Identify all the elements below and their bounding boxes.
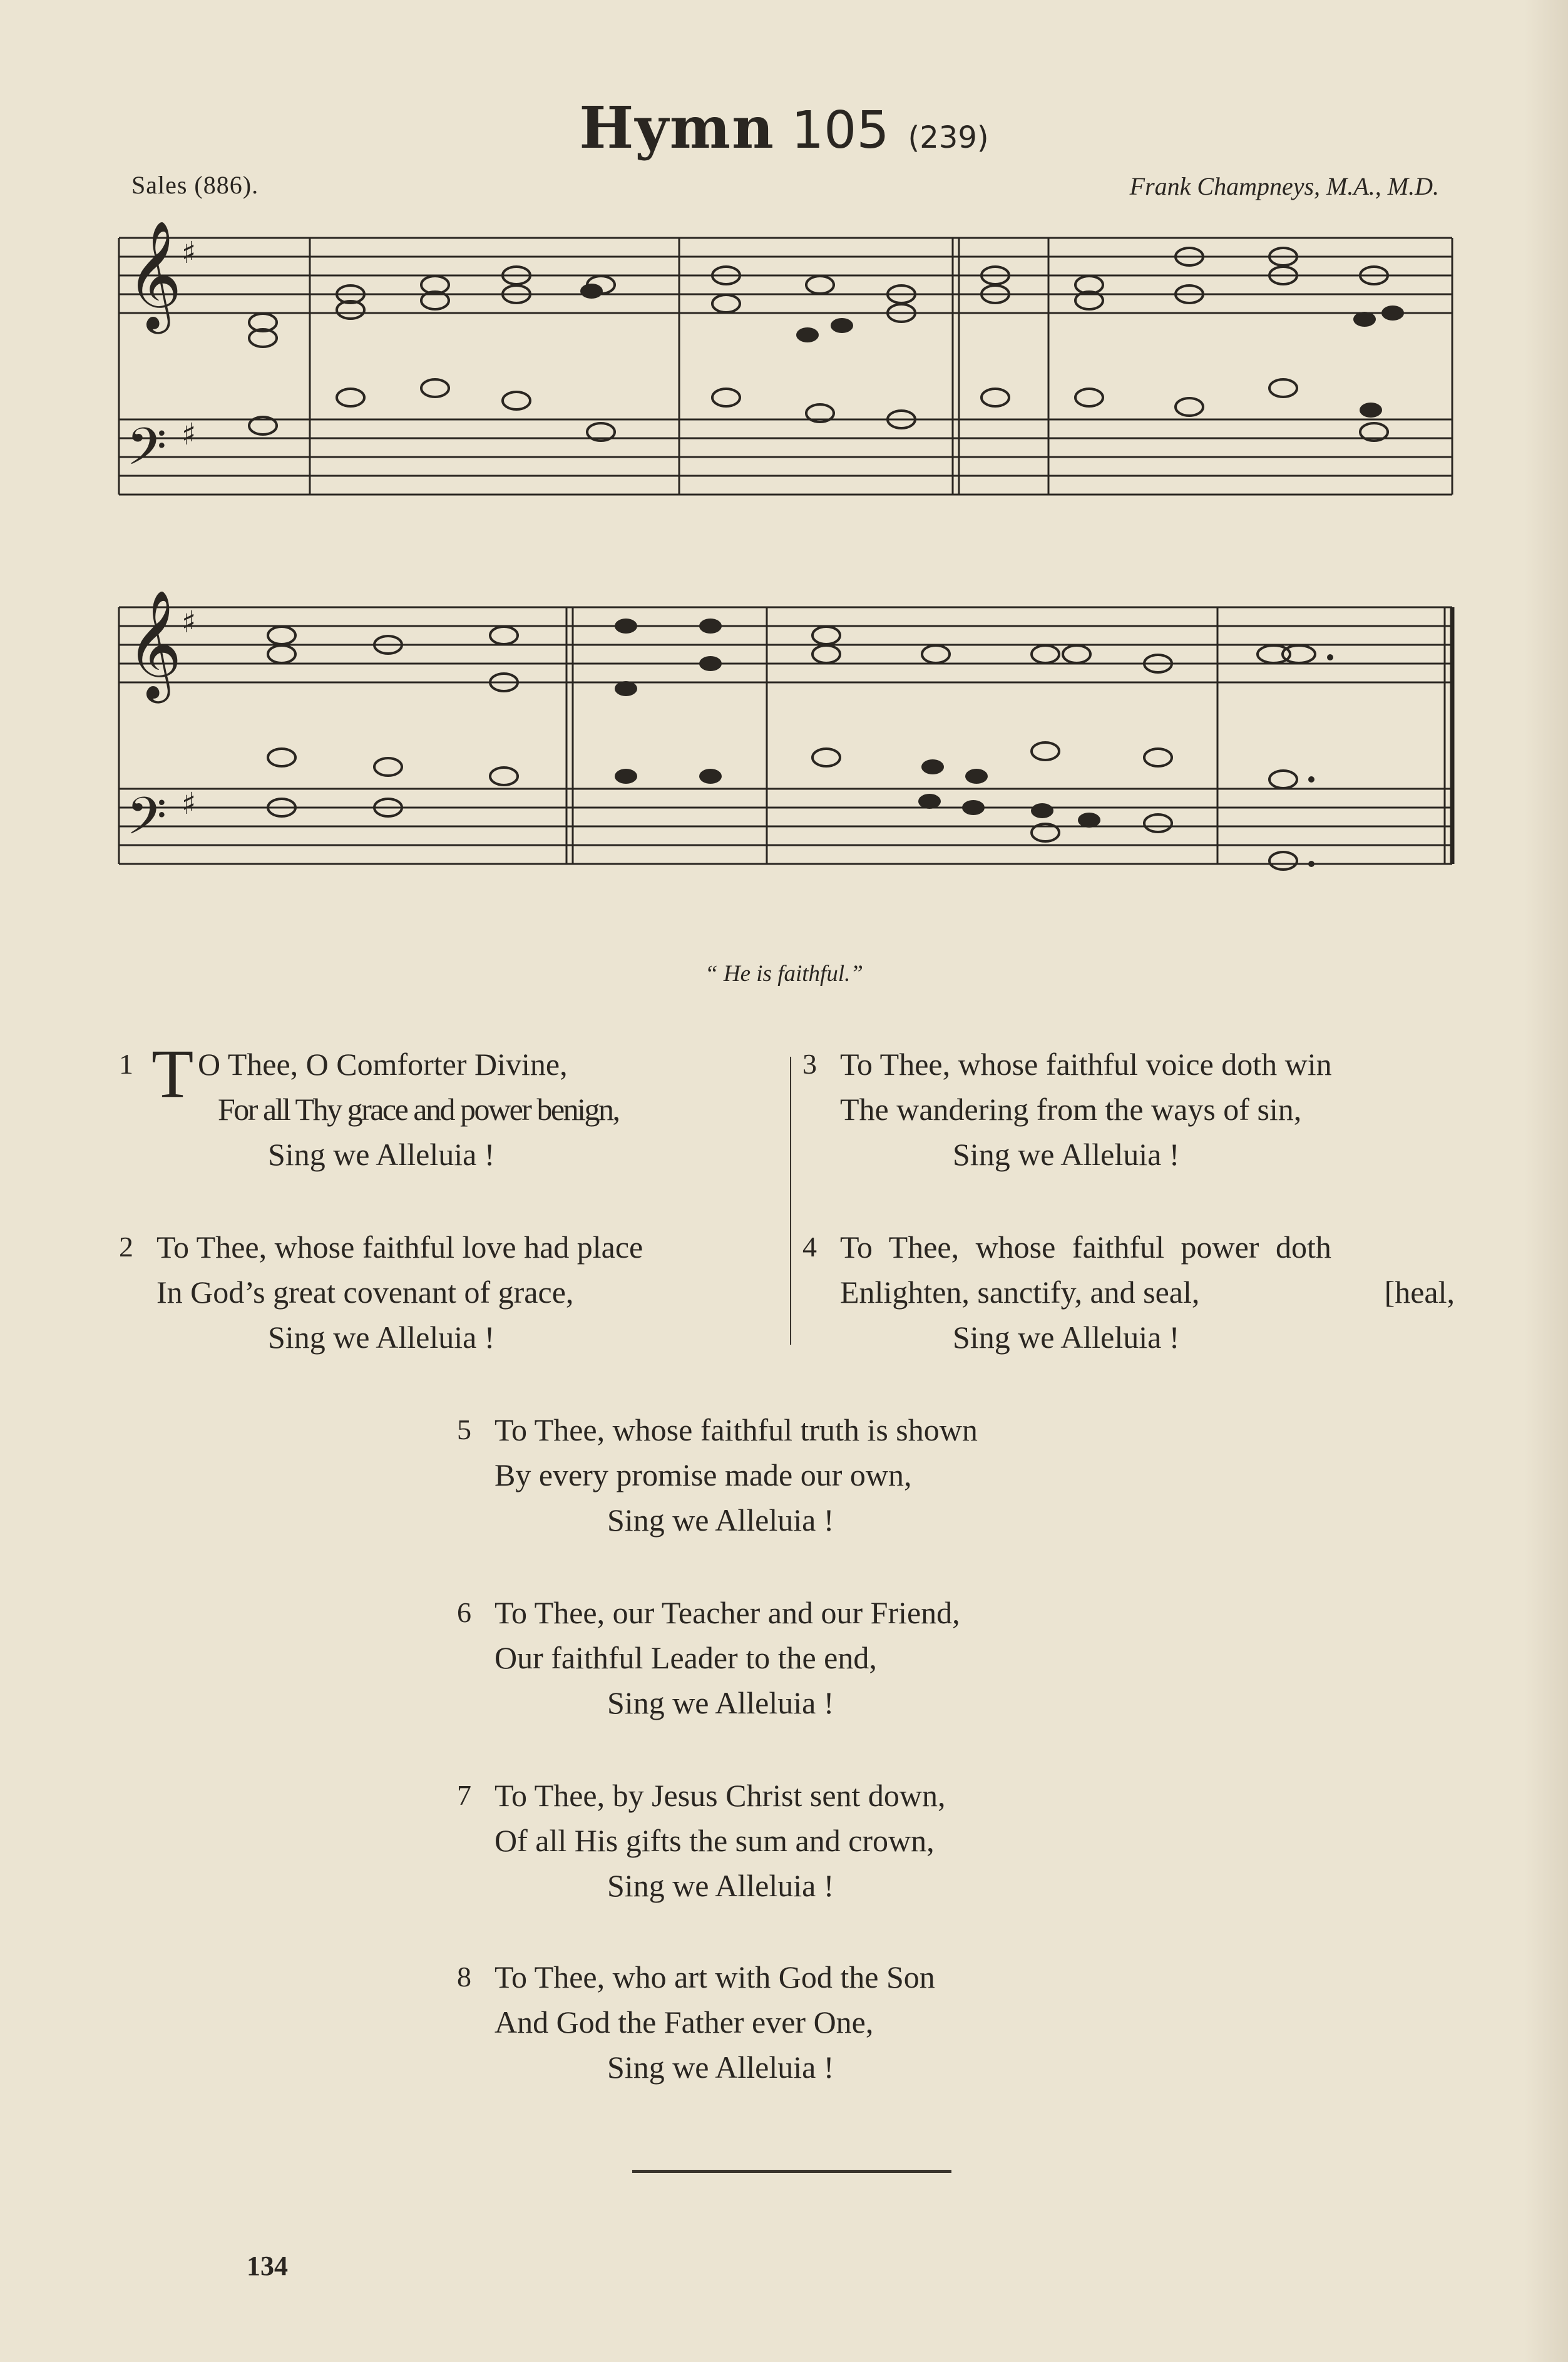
verse-number: 5 [457, 1414, 471, 1445]
verse-line: The wandering from the ways of sin, [840, 1092, 1302, 1127]
verse-line: Sing we Alleluia ! [607, 1685, 834, 1720]
verse-line: Sing we Alleluia ! [607, 1502, 834, 1538]
verse-line: To Thee, whose faithful truth is shown [494, 1412, 978, 1447]
svg-text:𝄞: 𝄞 [126, 590, 182, 699]
verse-line: In God’s great covenant of grace, [156, 1275, 574, 1310]
hymn-reference: (239) [908, 120, 989, 155]
verse-line: To Thee, our Teacher and our Friend, [494, 1595, 960, 1630]
verse-line: To Thee, whose faithful love had place [156, 1230, 643, 1265]
verse-5 [457, 1407, 978, 1543]
verse-line-text: Enlighten, sanctify, and seal, [840, 1275, 1200, 1310]
verse-line: Sing we Alleluia ! [607, 1868, 834, 1903]
verse-line: O Thee, O Comforter Divine, [198, 1047, 568, 1082]
verse-number: 8 [457, 1961, 471, 1993]
svg-text:♯: ♯ [182, 786, 197, 821]
verse-6 [457, 1590, 960, 1725]
verse-line: Sing we Alleluia ! [953, 1137, 1180, 1172]
svg-text:♯: ♯ [182, 417, 197, 452]
svg-text:♯: ♯ [182, 235, 197, 270]
hymn-title-word: Hymn [579, 94, 776, 162]
end-rule [632, 2170, 951, 2173]
verse-number: 2 [119, 1231, 133, 1263]
verse-line: By every promise made our own, [494, 1457, 912, 1492]
verse-line: Of all His gifts the sum and crown, [494, 1823, 935, 1858]
hymn-number: 105 [791, 101, 889, 160]
page-edge-shadow [1524, 0, 1568, 2362]
verse-line: To Thee, whose faithful voice doth win [840, 1047, 1332, 1082]
svg-text:𝄢: 𝄢 [126, 416, 167, 490]
verse-number: 7 [457, 1779, 471, 1811]
verse-1 [119, 1035, 619, 1177]
verse-2 [119, 1225, 643, 1360]
tune-name: Sales (886). [131, 171, 259, 199]
verse-line: Sing we Alleluia ! [953, 1320, 1180, 1355]
verse-line: To Thee, whose faithful power doth [840, 1230, 1331, 1265]
svg-text:𝄢: 𝄢 [126, 786, 167, 859]
verse-4 [802, 1225, 1455, 1360]
drop-cap: T [151, 1035, 194, 1112]
svg-text:𝄞: 𝄞 [126, 220, 182, 329]
verse-number: 1 [119, 1048, 133, 1080]
author-credit: Frank Champneys, M.A., M.D. [1129, 172, 1439, 200]
verse-line [840, 1270, 1453, 1315]
page-number: 134 [247, 2251, 288, 2281]
hymn-motto: “ He is faithful.” [705, 961, 863, 987]
verse-line: Sing we Alleluia ! [607, 2050, 834, 2085]
verse-number: 4 [802, 1231, 817, 1263]
verse-8 [457, 1954, 935, 2090]
verse-3 [802, 1042, 1332, 1177]
verse-7 [457, 1773, 946, 1908]
svg-text:♯: ♯ [182, 605, 197, 640]
verse-line: And God the Father ever One, [494, 2005, 874, 2040]
music-system-1 [113, 219, 1458, 507]
verse-carry-word: [heal, [1384, 1275, 1455, 1310]
verse-line: To Thee, by Jesus Christ sent down, [494, 1778, 946, 1813]
verse-number: 3 [802, 1048, 817, 1080]
verse-number: 6 [457, 1596, 471, 1628]
verse-line: Sing we Alleluia ! [268, 1137, 495, 1172]
hymn-title [0, 94, 1568, 162]
verse-line: Our faithful Leader to the end, [494, 1640, 877, 1675]
column-divider [790, 1057, 791, 1345]
verse-line: Sing we Alleluia ! [268, 1320, 495, 1355]
music-system-2 [113, 588, 1458, 914]
verse-line: To Thee, who art with God the Son [494, 1959, 935, 1995]
verse-line: For all Thy grace and power benign, [218, 1092, 619, 1127]
